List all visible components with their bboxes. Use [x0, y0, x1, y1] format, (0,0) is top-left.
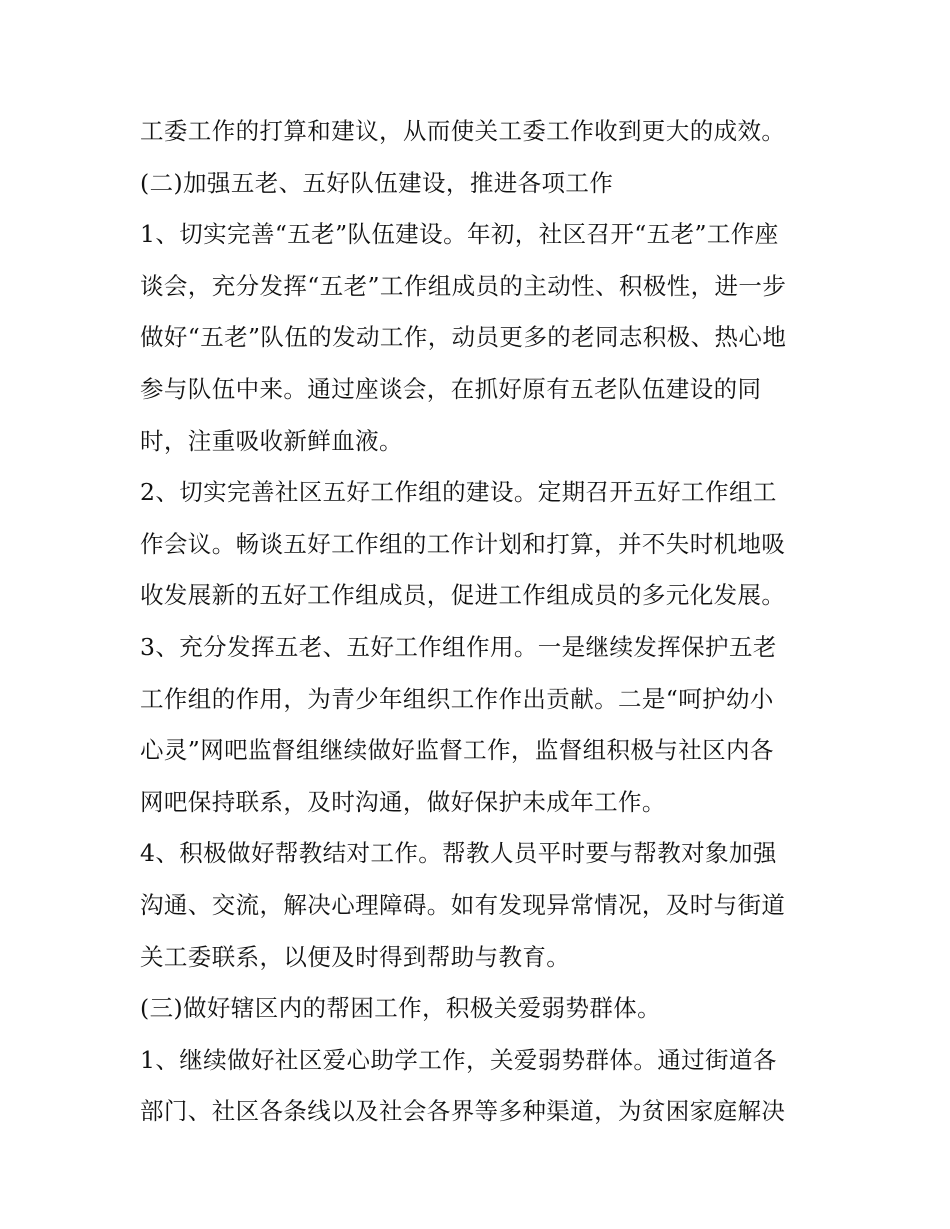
text-line: 工委工作的打算和建议，从而使关工委工作收到更大的成效。	[140, 117, 786, 145]
text-line: 3、充分发挥五老、五好工作组作用。一是继续发挥保护五老	[140, 632, 777, 661]
text-line: 收发展新的五好工作组成员，促进工作组成员的多元化发展。	[140, 581, 786, 610]
text-line: 参与队伍中来。通过座谈会，在抓好原有五老队伍建设的同	[140, 374, 762, 403]
text-line: 1、切实完善“五老”队伍建设。年初，社区召开“五老”工作座	[140, 220, 779, 249]
section-heading: (二)加强五老、五好队伍建设，推进各项工作	[140, 168, 614, 197]
text-line: 作会议。畅谈五好工作组的工作计划和打算，并不失时机地吸	[140, 529, 786, 558]
text-line: 工作组的作用，为青少年组织工作作出贡献。二是“呵护幼小	[140, 684, 774, 713]
text-line: 沟通、交流，解决心理障碍。如有发现异常情况，及时与街道	[140, 890, 786, 919]
text-line: 4、积极做好帮教结对工作。帮教人员平时要与帮教对象加强	[140, 839, 777, 868]
text-line: 做好“五老”队伍的发动工作，动员更多的老同志积极、热心地	[140, 323, 787, 352]
text-line: 1、继续做好社区爱心助学工作，关爱弱势群体。通过街道各	[140, 1045, 777, 1074]
text-line: 心灵”网吧监督组继续做好监督工作，监督组积极与社区内各	[140, 736, 774, 765]
text-line: 时，注重吸收新鲜血液。	[140, 426, 403, 455]
text-line: 2、切实完善社区五好工作组的建设。定期召开五好工作组工	[140, 478, 777, 507]
section-heading: (三)做好辖区内的帮困工作，积极关爱弱势群体。	[140, 994, 662, 1023]
text-line: 关工委联系，以便及时得到帮助与教育。	[140, 942, 571, 971]
text-line: 网吧保持联系，及时沟通，做好保护未成年工作。	[140, 787, 666, 816]
text-line: 部门、社区各条线以及社会各界等多种渠道，为贫困家庭解决	[140, 1097, 786, 1126]
document-body	[140, 106, 820, 1138]
text-line: 谈会，充分发挥“五老”工作组成员的主动性、积极性，进一步	[140, 271, 787, 300]
